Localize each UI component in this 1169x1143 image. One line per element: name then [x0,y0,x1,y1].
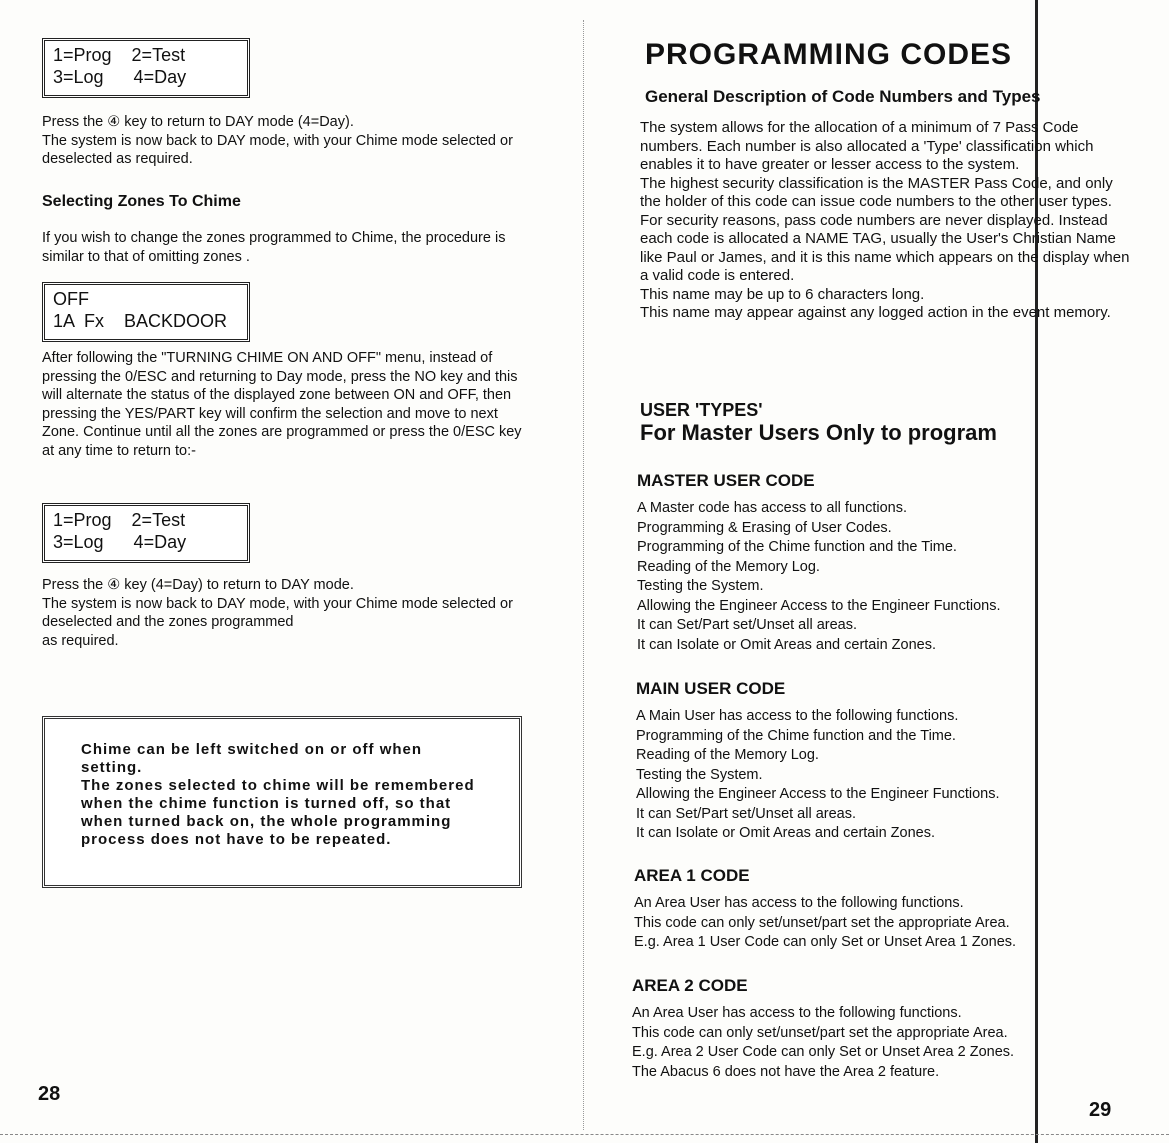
lcd-line: 1=Prog 2=Test [53,510,186,530]
user-types-heading: USER 'TYPES' [640,400,763,420]
page-title: PROGRAMMING CODES [645,38,1013,71]
list-item: Allowing the Engineer Access to the Engineer Functions. [637,597,1001,614]
list-item: Reading of the Memory Log. [637,558,820,575]
list-item: Programming & Erasing of User Codes. [637,519,892,536]
list-item: It can Set/Part set/Unset all areas. [636,805,857,822]
list-item: Testing the System. [637,578,764,594]
list-item: Reading of the Memory Log. [636,747,819,763]
list-item: A Master code has access to all functions. [637,500,907,516]
list-item: Testing the System. [636,766,763,783]
master-only-heading: For Master Users Only to program [640,420,997,445]
page-number-left: 28 [38,1083,61,1105]
lcd-line: 3=Log 4=Day [53,532,187,552]
list-item: Programming of the Chime function and the Time. [636,727,956,744]
paragraph-zones: If you wish to change the zones programmed to Chime, the procedure is similar to that of omitting zones . [42,230,506,265]
lcd-line: 1=Prog 2=Test [53,45,186,65]
section-heading: MASTER USER CODE [637,471,815,490]
area2-code-section [632,976,1072,1082]
lcd-line: OFF [53,289,89,309]
section-heading: MAIN USER CODE [636,679,786,698]
list-item: This code can only set/unset/part set the appropriate Area. [632,1024,1008,1041]
list-item: It can Isolate or Omit Areas and certain Zones. [637,636,937,653]
list-item: E.g. Area 1 User Code can only Set or Unset Area 1 Zones. [634,934,1017,950]
section-subtitle: General Description of Code Numbers and Types [645,87,1041,106]
list-item: An Area User has access to the following functions. [634,895,964,911]
list-item: The Abacus 6 does not have the Area 2 feature. [632,1063,940,1080]
note-text: Chime can be left switched on or off when setting. The zones selected to chime will be remembered when the chime function is turned off, so that when turned back on, the whole programming process does not have to be repeated. [81,741,475,848]
area1-code-section [634,866,1074,953]
list-item: It can Isolate or Omit Areas and certain Zones. [636,825,936,841]
page-number-right: 29 [1089,1099,1112,1121]
paragraph-press-day-2: Press the ④ key (4=Day) to return to DAY mode. The system is now back to DAY mode, with your Chime mode selected or deselected and the zones programmed as required. [42,577,513,649]
paragraph-press-day-1: Press the ④ key to return to DAY mode (4=Day). The system is now back to DAY mode, with your Chime mode selected or deselected as required. [42,114,513,167]
list-item: This code can only set/unset/part set the appropriate Area. [634,914,1010,931]
intro-paragraph: The system allows for the allocation of a minimum of 7 Pass Code numbers. Each number is also allocated a 'Type' classification which enables it to have greater or lesser access to the system. The highest security classification is the MASTER Pass Code, and only the holder of this code can issue code numbers to the other user types. For security reasons, pass code numbers are never displayed. Instead each code is allocated a NAME TAG, usually the User's Christian Name like Paul or James, and it is this name which appears on the display when a valid code is entered. This name may be up to 6 characters long. This name may appear against any logged action in the event memory. [640,119,1130,321]
list-item: An Area User has access to the following functions. [632,1005,962,1021]
list-item: Allowing the Engineer Access to the Engineer Functions. [636,786,1000,802]
heading-selecting-zones: Selecting Zones To Chime [42,193,241,210]
list-item: Programming of the Chime function and the Time. [637,539,957,555]
list-item: It can Set/Part set/Unset all areas. [637,617,858,633]
lcd-line: 1A Fx BACKDOOR [53,311,228,331]
paragraph-after-following: After following the "TURNING CHIME ON AND OFF" menu, instead of pressing the 0/ESC and returning to Day mode, press the NO key and this will alternate the status of the displayed zone between ON and OFF, then pressing the YES/PART key will confirm the selection and move to next Zone. Continue until all the zones are programmed or press the 0/ESC key at any time to return to:- [42,350,522,459]
list-item: A Main User has access to the following functions. [636,708,959,724]
lcd-line: 3=Log 4=Day [53,67,187,87]
section-heading: AREA 2 CODE [632,976,748,995]
list-item: E.g. Area 2 User Code can only Set or Unset Area 2 Zones. [632,1044,1015,1060]
main-user-section [636,679,1076,844]
master-user-section [637,471,1077,655]
section-heading: AREA 1 CODE [634,866,750,885]
